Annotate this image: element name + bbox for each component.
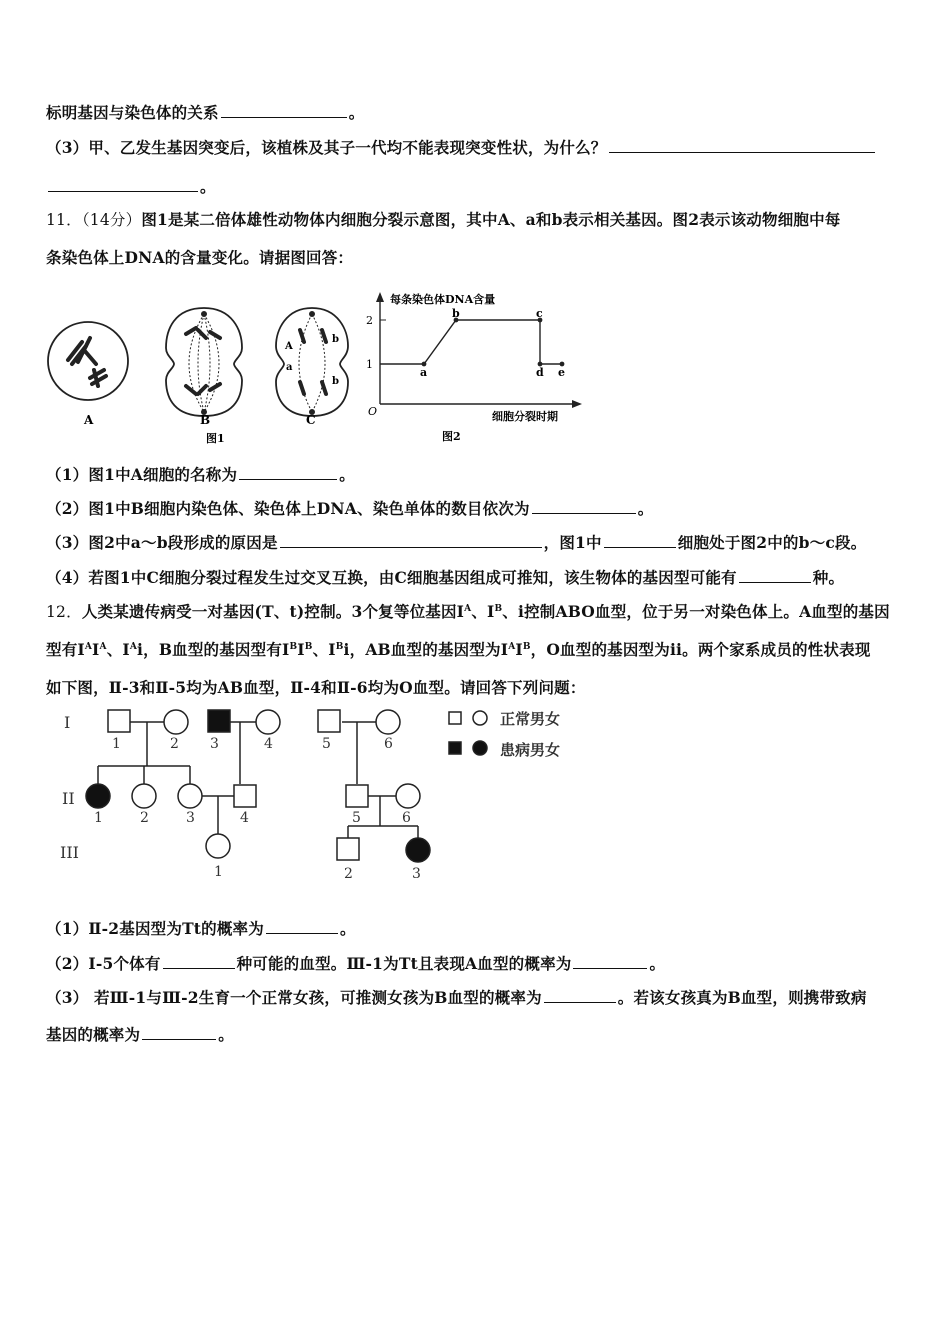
number-label: 2 [344, 866, 353, 882]
y-axis-label: 每条染色体DNA含量 [390, 293, 496, 306]
individual-II-3 [178, 784, 202, 808]
answer-blank[interactable] [604, 533, 676, 548]
x-axis-label: 细胞分裂时期 [492, 410, 558, 423]
answer-blank[interactable] [266, 919, 338, 934]
individual-II-1 [86, 784, 110, 808]
gene-label: b [332, 334, 339, 345]
number-label: 4 [264, 736, 273, 752]
point-label-c: c [536, 307, 543, 320]
answer-blank[interactable] [544, 988, 616, 1003]
figure-2-caption: 图2 [442, 430, 461, 443]
point-label-b: b [452, 307, 460, 320]
q12-sub3: （3） 若Ⅲ-1与Ⅲ-2生育一个正常女孩，可推测女孩为B血型的概率为 。若该女孩真为B血型，则携带致病 [46, 988, 867, 1007]
individual-II-6 [396, 784, 420, 808]
cell-label-a: A [84, 413, 94, 427]
individual-I-4 [256, 710, 280, 734]
answer-blank[interactable] [573, 954, 647, 969]
number-label: 3 [412, 866, 421, 882]
individual-II-2 [132, 784, 156, 808]
answer-blank[interactable] [609, 138, 875, 153]
q10-line1: 标明基因与染色体的关系 。 [46, 103, 365, 122]
answer-blank[interactable] [163, 954, 235, 969]
q11-sub4: （4）若图1中C细胞分裂过程发生过交叉互换，由C细胞基因组成可推知，该生物体的基因型可能有 种。 [46, 568, 845, 587]
cell-label-c: C [306, 413, 316, 427]
answer-blank[interactable] [221, 103, 347, 118]
number-label: 5 [352, 810, 361, 826]
gene-label: b [332, 376, 339, 387]
q12-sub1: （1）Ⅱ-2基因型为Tt的概率为 。 [46, 919, 356, 938]
q12-sub2: （2）Ⅰ-5个体有 种可能的血型。Ⅲ-1为Tt且表现A血型的概率为 。 [46, 954, 666, 973]
generation-label-2: II [62, 789, 75, 808]
point-label-a: a [420, 366, 428, 379]
number-label: 4 [240, 810, 249, 826]
answer-blank[interactable] [48, 177, 198, 192]
y-tick-2: 2 [366, 314, 373, 327]
number-label: 2 [170, 736, 179, 752]
answer-blank[interactable] [142, 1025, 216, 1040]
individual-II-4 [234, 785, 256, 807]
figure-2 [362, 288, 592, 448]
dna-content-line [380, 320, 562, 364]
number-label: 3 [210, 736, 219, 752]
cell-label-b: B [200, 413, 211, 427]
pedigree-legend [449, 710, 560, 759]
gene-label: A [285, 341, 293, 352]
y-tick-1: 1 [366, 358, 373, 371]
number-label: 3 [186, 810, 195, 826]
q12-stem-line3: 如下图，Ⅱ-3和Ⅱ-5均为AB血型，Ⅱ-4和Ⅱ-6均为O血型。请回答下列问题： [46, 678, 586, 697]
point-label-d: d [536, 366, 544, 379]
legend-affected-label: 患病男女 [500, 741, 561, 759]
q12-stem-line2: 型有$I^AI^A$、$I^Ai$，B血型的基因型有$I^BI^B$、$I^Bi$，AB血型的基因型为$I^AI^B$，O血型的基因型为ii。两个家系成员的性状表现 [46, 640, 871, 659]
answer-blank[interactable] [532, 499, 636, 514]
individual-I-1 [108, 710, 130, 732]
number-label: 2 [140, 810, 149, 826]
gene-label: a [286, 362, 293, 373]
generation-label-1: I [64, 713, 71, 732]
number-label: 5 [322, 736, 331, 752]
point-label-e: e [558, 366, 565, 379]
individual-I-6 [376, 710, 400, 734]
individual-I-3 [208, 710, 230, 732]
individual-III-3 [406, 838, 430, 862]
cell-c [276, 308, 348, 427]
number-label: 6 [402, 810, 411, 826]
q11-sub1: （1）图1中A细胞的名称为 。 [46, 465, 355, 484]
cell-b [166, 308, 242, 445]
number-label: 1 [112, 736, 121, 752]
q10-line3: 。 [46, 175, 216, 197]
figure-1-caption: 图1 [206, 432, 225, 445]
q11-sub2: （2）图1中B细胞内染色体、染色体上DNA、染色单体的数目依次为 。 [46, 499, 654, 518]
figure-1 [46, 290, 366, 450]
number-label: 1 [214, 864, 223, 880]
q11-sub3: （3）图2中a～b段形成的原因是 ，图1中 细胞处于图2中的b～c段。 [46, 533, 867, 552]
legend-normal-label: 正常男女 [500, 710, 561, 728]
answer-blank[interactable] [239, 465, 337, 480]
number-label: 1 [94, 810, 103, 826]
answer-blank[interactable] [280, 533, 542, 548]
origin-label: O [368, 405, 378, 418]
q12-sub3-line2: 基因的概率为 。 [46, 1025, 234, 1044]
individual-III-2 [337, 838, 359, 860]
q11-stem-line2: 条染色体上DNA的含量变化。请据图回答： [46, 248, 354, 267]
individual-II-5 [346, 785, 368, 807]
individual-III-1 [206, 834, 230, 858]
q12-stem-line1: 12．人类某遗传病受一对基因(T、t)控制。3个复等位基因$I^A$、$I^B$、i控制ABO血型，位于另一对染色体上。A血型的基因 [46, 602, 890, 621]
q11-stem-line1: 11．（14分）图1是某二倍体雄性动物体内细胞分裂示意图，其中A、a和b表示相关基因。图2表示该动物细胞中每 [46, 210, 841, 229]
individual-I-2 [164, 710, 188, 734]
individual-I-5 [318, 710, 340, 732]
cell-a [48, 322, 128, 427]
number-label: 6 [384, 736, 393, 752]
q10-line2: （3）甲、乙发生基因突变后，该植株及其子一代均不能表现突变性状，为什么？ [46, 136, 877, 158]
pedigree-chart [46, 700, 606, 890]
generation-label-3: III [60, 843, 79, 862]
answer-blank[interactable] [739, 568, 811, 583]
